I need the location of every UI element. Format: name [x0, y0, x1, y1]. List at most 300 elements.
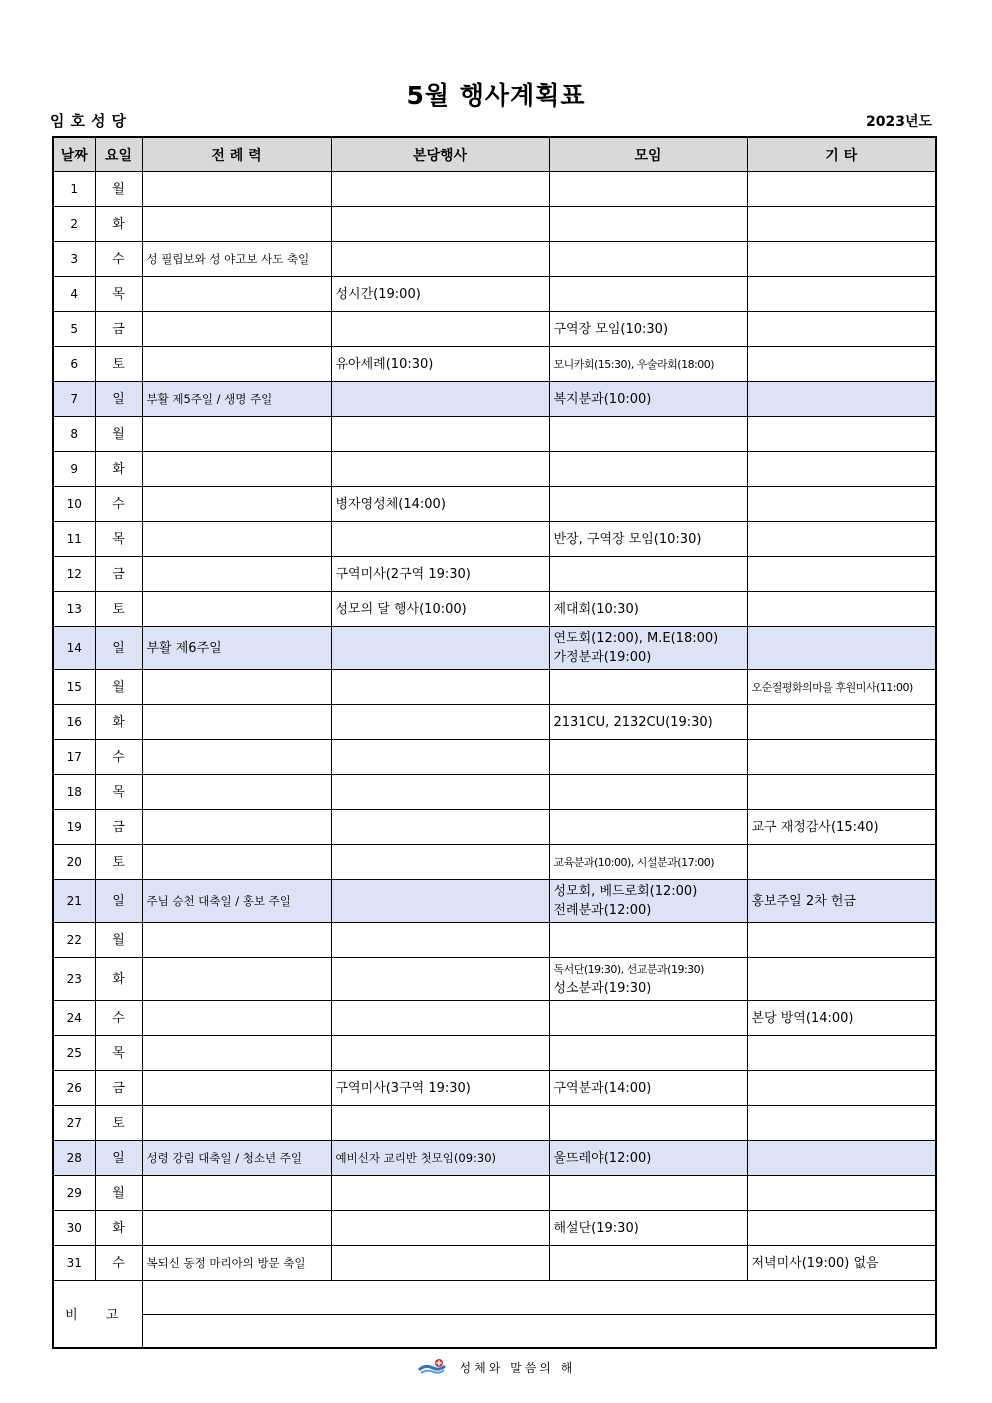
liturgy-cell: [142, 592, 331, 627]
date-cell-text: 16: [66, 714, 82, 729]
meeting-cell: [549, 242, 747, 277]
weekday-cell-text: 목: [112, 531, 125, 547]
table-row: [53, 487, 936, 522]
weekday-cell: [95, 923, 142, 958]
parish-event-cell: [331, 923, 549, 958]
weekday-cell: [95, 705, 142, 740]
weekday-cell: [95, 242, 142, 277]
meeting-cell: [549, 1246, 747, 1281]
weekday-cell: [95, 1036, 142, 1071]
schedule-table: [52, 136, 937, 1349]
other-cell-text: 교구 재정감사(15:40): [751, 819, 879, 835]
date-cell-text: 15: [66, 679, 82, 694]
weekday-cell-text: 월: [112, 181, 125, 197]
liturgy-cell-text: 주님 승천 대축일 / 홍보 주일: [146, 893, 291, 908]
date-cell: [53, 557, 95, 592]
liturgy-cell: [142, 1141, 331, 1176]
table-row: [53, 347, 936, 382]
parish-event-cell: [331, 452, 549, 487]
date-cell-text: 17: [66, 749, 82, 764]
weekday-cell: [95, 1141, 142, 1176]
liturgy-cell: [142, 1211, 331, 1246]
table-row: [53, 452, 936, 487]
weekday-cell-text: 금: [112, 819, 125, 835]
liturgy-cell: [142, 845, 331, 880]
date-cell: [53, 740, 95, 775]
parish-event-cell: [331, 277, 549, 312]
header-row: [53, 137, 936, 172]
other-cell: [747, 452, 936, 487]
weekday-cell: [95, 1001, 142, 1036]
meeting-cell: [549, 775, 747, 810]
meeting-cell: [549, 487, 747, 522]
parish-event-cell: [331, 775, 549, 810]
date-cell-text: 11: [66, 531, 82, 546]
parish-event-cell: [331, 382, 549, 417]
table-row: [53, 740, 936, 775]
other-cell: [747, 347, 936, 382]
table-row: [53, 958, 936, 1001]
weekday-cell: [95, 1176, 142, 1211]
date-cell: [53, 312, 95, 347]
weekday-cell-text: 화: [112, 1220, 125, 1236]
col-header-weekday: 요일: [95, 137, 142, 172]
meeting-cell: [549, 172, 747, 207]
weekday-cell-text: 수: [112, 1255, 125, 1271]
other-cell: [747, 382, 936, 417]
meeting-cell: [549, 845, 747, 880]
date-cell-text: 20: [66, 854, 82, 869]
meeting-cell: [549, 1036, 747, 1071]
weekday-cell: [95, 207, 142, 242]
meeting-cell: [549, 382, 747, 417]
meeting-cell-text: 교육분과(10:00), 시설분과(17:00): [553, 855, 715, 869]
other-cell: [747, 775, 936, 810]
notes-label: 비 고: [53, 1281, 142, 1348]
footer: [0, 1358, 992, 1379]
weekday-cell-text: 화: [112, 714, 125, 730]
meeting-cell: [549, 1001, 747, 1036]
parish-event-cell: [331, 705, 549, 740]
meeting-cell-text: 구역장 모임(10:30): [553, 321, 669, 337]
table-row: [53, 705, 936, 740]
weekday-cell: [95, 172, 142, 207]
weekday-cell-text: 토: [112, 1115, 125, 1131]
parish-event-cell: [331, 592, 549, 627]
weekday-cell: [95, 1211, 142, 1246]
table-row: [53, 1036, 936, 1071]
weekday-cell: [95, 347, 142, 382]
weekday-cell-text: 금: [112, 321, 125, 337]
date-cell: [53, 277, 95, 312]
weekday-cell: [95, 845, 142, 880]
liturgy-cell: [142, 670, 331, 705]
meeting-cell: [549, 277, 747, 312]
meeting-cell-text-2: 가정분과(19:00): [553, 650, 652, 665]
table-row: [53, 627, 936, 670]
other-cell: [747, 740, 936, 775]
notes-row-2: [53, 1315, 936, 1348]
other-cell: [747, 670, 936, 705]
date-cell: [53, 522, 95, 557]
liturgy-cell: [142, 312, 331, 347]
liturgy-cell-text: 부활 제6주일: [146, 640, 222, 656]
parish-event-cell: [331, 172, 549, 207]
weekday-cell-text: 수: [112, 251, 125, 267]
liturgy-cell: [142, 557, 331, 592]
table-row: [53, 1071, 936, 1106]
date-cell: [53, 775, 95, 810]
date-cell-text: 25: [66, 1045, 82, 1060]
table-row: [53, 382, 936, 417]
weekday-cell: [95, 670, 142, 705]
table-row: [53, 522, 936, 557]
liturgy-cell: [142, 1001, 331, 1036]
table-row: [53, 775, 936, 810]
other-cell: [747, 277, 936, 312]
meeting-cell: [549, 923, 747, 958]
weekday-cell: [95, 592, 142, 627]
weekday-cell: [95, 452, 142, 487]
other-cell: [747, 845, 936, 880]
weekday-cell-text: 일: [112, 640, 125, 656]
weekday-cell: [95, 740, 142, 775]
liturgy-cell: [142, 740, 331, 775]
parish-event-cell: [331, 1211, 549, 1246]
other-cell: [747, 1211, 936, 1246]
table-row: [53, 1001, 936, 1036]
parish-event-cell: [331, 1036, 549, 1071]
meeting-cell: [549, 627, 747, 670]
date-cell: [53, 958, 95, 1001]
weekday-cell: [95, 1071, 142, 1106]
date-cell: [53, 705, 95, 740]
meeting-cell-text: 해설단(19:30): [553, 1220, 639, 1236]
other-cell: [747, 1246, 936, 1281]
parish-event-cell: [331, 845, 549, 880]
schedule-body: [53, 172, 936, 1281]
date-cell-text: 21: [66, 893, 82, 908]
notes-row: [53, 1281, 936, 1315]
date-cell: [53, 1071, 95, 1106]
parish-event-cell: [331, 740, 549, 775]
liturgy-cell: [142, 172, 331, 207]
liturgy-cell: [142, 347, 331, 382]
table-row: [53, 1106, 936, 1141]
col-header-other: 기 타: [747, 137, 936, 172]
date-cell: [53, 382, 95, 417]
meeting-cell: [549, 557, 747, 592]
weekday-cell: [95, 1106, 142, 1141]
meeting-cell-text: 성모회, 베드로회(12:00): [553, 884, 698, 899]
liturgy-cell: [142, 627, 331, 670]
notes-cell-1[interactable]: [142, 1281, 936, 1315]
weekday-cell-text: 금: [112, 1080, 125, 1096]
table-row: [53, 172, 936, 207]
date-cell-text: 19: [66, 819, 82, 834]
parish-event-cell: [331, 1106, 549, 1141]
date-cell-text: 14: [66, 640, 82, 655]
table-row: [53, 1246, 936, 1281]
date-cell-text: 23: [66, 971, 82, 986]
parish-event-cell: [331, 557, 549, 592]
notes-cell-2[interactable]: [142, 1315, 936, 1348]
date-cell: [53, 1211, 95, 1246]
date-cell: [53, 845, 95, 880]
meeting-cell: [549, 1071, 747, 1106]
date-cell-text: 18: [66, 784, 82, 799]
liturgy-cell-text: 복되신 동정 마리아의 방문 축일: [146, 1255, 306, 1270]
liturgy-cell: [142, 705, 331, 740]
other-cell: [747, 627, 936, 670]
meeting-cell-text: 모니카회(15:30), 우술라회(18:00): [553, 357, 715, 371]
weekday-cell-text: 수: [112, 749, 125, 765]
table-row: [53, 242, 936, 277]
date-cell-text: 1: [70, 181, 79, 196]
date-cell-text: 13: [66, 601, 82, 616]
other-cell-text: 저녁미사(19:00) 없음: [751, 1255, 879, 1271]
date-cell: [53, 1141, 95, 1176]
liturgy-cell: [142, 880, 331, 923]
meeting-cell: [549, 592, 747, 627]
liturgy-cell: [142, 775, 331, 810]
table-row: [53, 277, 936, 312]
other-cell: [747, 312, 936, 347]
meeting-cell-text: 울뜨레야(12:00): [553, 1150, 652, 1166]
weekday-cell-text: 목: [112, 286, 125, 302]
date-cell-text: 7: [70, 391, 79, 406]
meeting-cell: [549, 1141, 747, 1176]
weekday-cell: [95, 522, 142, 557]
weekday-cell: [95, 880, 142, 923]
weekday-cell: [95, 810, 142, 845]
liturgy-cell: [142, 277, 331, 312]
date-cell-text: 4: [70, 286, 79, 301]
page-title: 5월 행사계획표: [406, 81, 586, 110]
weekday-cell-text: 금: [112, 566, 125, 582]
meeting-cell: [549, 670, 747, 705]
meeting-cell-text-2: 성소분과(19:30): [553, 981, 652, 996]
parish-event-cell: [331, 958, 549, 1001]
date-cell: [53, 923, 95, 958]
date-cell-text: 9: [70, 461, 79, 476]
other-cell: [747, 1071, 936, 1106]
table-row: [53, 592, 936, 627]
other-cell: [747, 705, 936, 740]
date-cell-text: 30: [66, 1220, 82, 1235]
weekday-cell-text: 일: [112, 1150, 125, 1166]
meeting-cell: [549, 958, 747, 1001]
date-cell: [53, 880, 95, 923]
parish-event-cell: [331, 347, 549, 382]
date-cell: [53, 487, 95, 522]
other-cell: [747, 242, 936, 277]
table-row: [53, 312, 936, 347]
weekday-cell-text: 수: [112, 1010, 125, 1026]
weekday-cell: [95, 312, 142, 347]
table-row: [53, 845, 936, 880]
parish-event-cell: [331, 1141, 549, 1176]
weekday-cell-text: 수: [112, 496, 125, 512]
parish-event-cell: [331, 627, 549, 670]
meeting-cell: [549, 417, 747, 452]
weekday-cell-text: 토: [112, 601, 125, 617]
meeting-cell: [549, 880, 747, 923]
parish-event-cell: [331, 880, 549, 923]
parish-event-cell: [331, 417, 549, 452]
meeting-cell: [549, 347, 747, 382]
meeting-cell: [549, 1176, 747, 1211]
other-cell: [747, 1141, 936, 1176]
other-cell: [747, 923, 936, 958]
other-cell: [747, 417, 936, 452]
weekday-cell-text: 화: [112, 216, 125, 232]
weekday-cell: [95, 1246, 142, 1281]
parish-name: 임호성당: [50, 112, 132, 130]
parish-event-cell-text: 구역미사(2구역 19:30): [335, 566, 471, 582]
parish-event-cell: [331, 670, 549, 705]
date-cell: [53, 417, 95, 452]
weekday-cell-text: 월: [112, 679, 125, 695]
col-header-parish-events: 본당행사: [331, 137, 549, 172]
weekday-cell-text: 일: [112, 893, 125, 909]
date-cell-text: 12: [66, 566, 82, 581]
date-cell: [53, 1036, 95, 1071]
date-cell: [53, 1246, 95, 1281]
parish-event-cell-text: 유아세례(10:30): [335, 356, 434, 372]
weekday-cell-text: 월: [112, 426, 125, 442]
liturgy-cell: [142, 810, 331, 845]
other-cell: [747, 1036, 936, 1071]
footer-text: 성체와 말씀의 해: [459, 1361, 576, 1375]
logo-icon: [417, 1358, 447, 1379]
parish-event-cell: [331, 487, 549, 522]
liturgy-cell: [142, 207, 331, 242]
weekday-cell-text: 월: [112, 932, 125, 948]
meeting-cell: [549, 312, 747, 347]
meeting-cell: [549, 1106, 747, 1141]
table-row: [53, 1141, 936, 1176]
liturgy-cell: [142, 452, 331, 487]
liturgy-cell-text: 성 필립보와 성 야고보 사도 축일: [146, 251, 310, 266]
liturgy-cell: [142, 382, 331, 417]
parish-event-cell: [331, 1071, 549, 1106]
meeting-cell: [549, 452, 747, 487]
parish-event-cell-text: 구역미사(3구역 19:30): [335, 1080, 471, 1096]
date-cell: [53, 1001, 95, 1036]
weekday-cell-text: 일: [112, 391, 125, 407]
parish-event-cell-text: 성모의 달 행사(10:00): [335, 601, 467, 617]
weekday-cell-text: 토: [112, 356, 125, 372]
liturgy-cell: [142, 1071, 331, 1106]
weekday-cell-text: 목: [112, 784, 125, 800]
meeting-cell-text-2: 전례분과(12:00): [553, 903, 652, 918]
date-cell-text: 27: [66, 1115, 82, 1130]
other-cell-text: 오순절평화의마을 후원미사(11:00): [751, 680, 913, 694]
meeting-cell: [549, 705, 747, 740]
liturgy-cell-text: 성령 강림 대축일 / 청소년 주일: [146, 1150, 302, 1165]
table-row: [53, 417, 936, 452]
date-cell: [53, 1106, 95, 1141]
col-header-liturgy: 전 례 력: [142, 137, 331, 172]
other-cell: [747, 958, 936, 1001]
table-row: [53, 880, 936, 923]
date-cell-text: 29: [66, 1185, 82, 1200]
date-cell: [53, 1176, 95, 1211]
parish-event-cell: [331, 1246, 549, 1281]
liturgy-cell: [142, 1036, 331, 1071]
weekday-cell: [95, 557, 142, 592]
date-cell: [53, 810, 95, 845]
meeting-cell-text: 제대회(10:30): [553, 601, 639, 617]
meeting-cell-text: 연도회(12:00), M.E(18:00): [553, 631, 719, 646]
weekday-cell: [95, 958, 142, 1001]
weekday-cell-text: 목: [112, 1045, 125, 1061]
parish-event-cell: [331, 242, 549, 277]
date-cell: [53, 452, 95, 487]
other-cell: [747, 207, 936, 242]
weekday-cell-text: 화: [112, 461, 125, 477]
liturgy-cell: [142, 923, 331, 958]
other-cell: [747, 172, 936, 207]
date-cell: [53, 670, 95, 705]
table-row: [53, 923, 936, 958]
parish-event-cell: [331, 1001, 549, 1036]
parish-event-cell: [331, 1176, 549, 1211]
table-row: [53, 1211, 936, 1246]
table-row: [53, 207, 936, 242]
other-cell: [747, 487, 936, 522]
weekday-cell: [95, 277, 142, 312]
liturgy-cell: [142, 242, 331, 277]
meeting-cell-text: 2131CU, 2132CU(19:30): [553, 714, 713, 730]
year-label: 2023년도: [865, 114, 932, 130]
liturgy-cell-text: 부활 제5주일 / 생명 주일: [146, 391, 273, 406]
date-cell: [53, 172, 95, 207]
table-row: [53, 810, 936, 845]
meeting-cell: [549, 740, 747, 775]
weekday-cell-text: 토: [112, 854, 125, 870]
date-cell-text: 26: [66, 1080, 82, 1095]
date-cell-text: 2: [70, 216, 79, 231]
date-cell: [53, 347, 95, 382]
liturgy-cell: [142, 487, 331, 522]
other-cell: [747, 880, 936, 923]
meeting-cell: [549, 522, 747, 557]
liturgy-cell: [142, 1176, 331, 1211]
other-cell: [747, 522, 936, 557]
date-cell-text: 3: [70, 251, 79, 266]
parish-event-cell-text: 병자영성체(14:00): [335, 496, 446, 512]
other-cell-text: 본당 방역(14:00): [751, 1010, 854, 1026]
weekday-cell: [95, 775, 142, 810]
meeting-cell-text: 복지분과(10:00): [553, 391, 652, 407]
date-cell-text: 6: [70, 356, 79, 371]
date-cell-text: 8: [70, 426, 79, 441]
parish-event-cell: [331, 810, 549, 845]
meeting-cell: [549, 207, 747, 242]
other-cell: [747, 810, 936, 845]
date-cell: [53, 592, 95, 627]
parish-event-cell: [331, 207, 549, 242]
col-header-meetings: 모임: [549, 137, 747, 172]
liturgy-cell: [142, 522, 331, 557]
date-cell: [53, 207, 95, 242]
weekday-cell: [95, 487, 142, 522]
other-cell: [747, 557, 936, 592]
parish-event-cell-text: 예비신자 교리반 첫모임(09:30): [335, 1150, 497, 1165]
date-cell-text: 22: [66, 932, 82, 947]
